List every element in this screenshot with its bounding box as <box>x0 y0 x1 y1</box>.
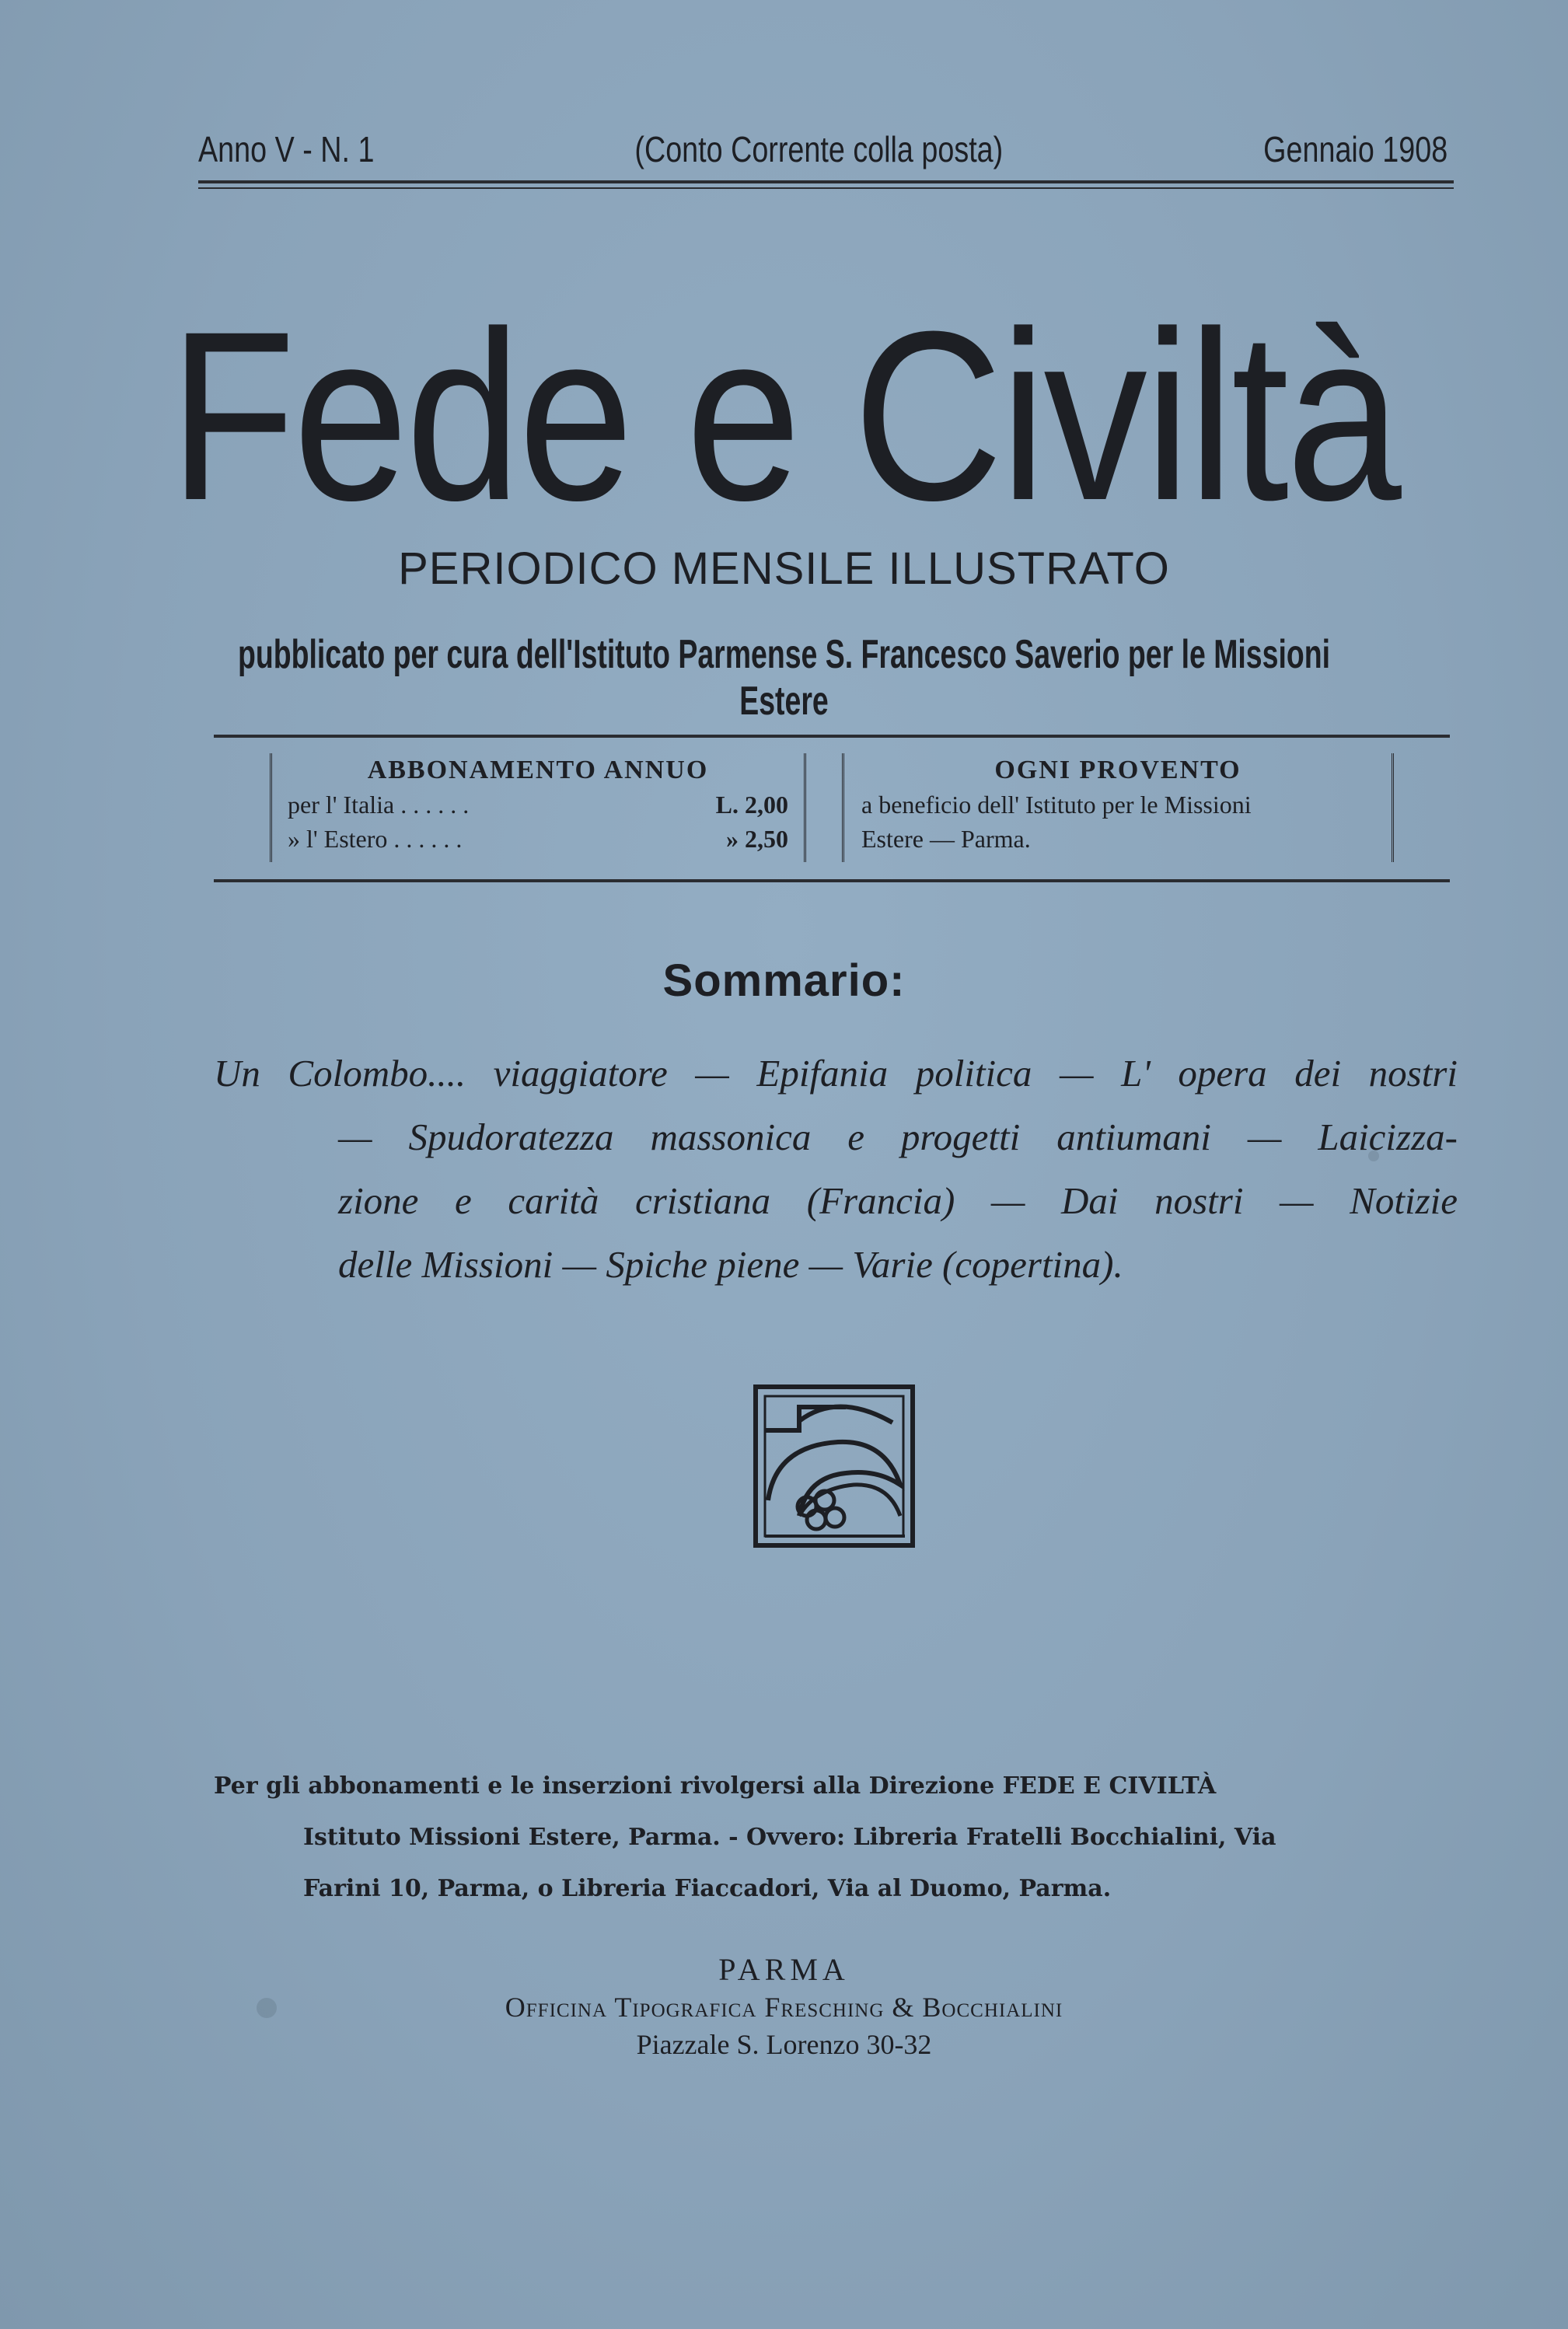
contact-line: Farini 10, Parma, o Libreria Fiaccadori, Via al Duomo, Parma. <box>303 1875 1112 1902</box>
price-value: » 2,50 <box>726 825 788 853</box>
price-row <box>288 787 788 822</box>
summary-line: Un Colombo.... viaggiatore — Epifania politica — L' opera dei nostri <box>214 1052 1458 1095</box>
header-rule <box>198 180 1454 183</box>
emblem-cornucopia-icon <box>753 1384 916 1549</box>
price-label: per l' Italia . . . . . . <box>288 791 470 819</box>
publisher-line: pubblicato per cura dell'Istituto Parmense S. Francesco Saverio per le Missioni Estere <box>237 632 1331 724</box>
summary-line: — Spudoratezza massonica e progetti antiumani — Laicizza- <box>338 1116 1458 1158</box>
imprint-city: PARMA <box>718 1952 850 1987</box>
summary-heading: Sommario: <box>662 955 906 1006</box>
summary-text <box>214 1042 1458 1297</box>
proceeds-heading: OGNI PROVENTO <box>994 756 1241 784</box>
price-label: » l' Estero . . . . . . <box>288 825 463 853</box>
subscription-panel <box>270 753 806 862</box>
contact-line: Per gli abbonamenti e le inserzioni rivolgersi alla Direzione FEDE E CIVILTÀ <box>214 1772 1217 1800</box>
summary-line: delle Missioni — Spiche piene — Varie (copertina). <box>338 1243 1123 1286</box>
price-row <box>288 822 788 856</box>
imprint <box>0 1951 1568 2063</box>
issue-header <box>198 128 1448 170</box>
subscription-heading: ABBONAMENTO ANNUO <box>367 756 709 784</box>
price-value: L. 2,00 <box>715 791 788 819</box>
contact-info <box>214 1761 1461 1915</box>
contact-line: Istituto Missioni Estere, Parma. - Ovvero: Libreria Fratelli Bocchialini, Via <box>303 1824 1276 1851</box>
issue-number: Anno V - N. 1 <box>198 129 375 169</box>
postal-note: (Conto Corrente colla posta) <box>634 129 1004 169</box>
header-rule-thin <box>198 187 1454 189</box>
journal-title: Fede e Civiltà <box>169 281 1399 550</box>
info-box <box>214 735 1450 882</box>
imprint-address: Piazzale S. Lorenzo 30-32 <box>636 2029 932 2060</box>
imprint-printer: Officina Tipografica Fresching & Bocchialini <box>505 1992 1063 2023</box>
proceeds-text: Estere — Parma. <box>861 825 1031 853</box>
proceeds-panel <box>842 753 1394 862</box>
proceeds-text: a beneficio dell' Istituto per le Missioni <box>861 791 1252 819</box>
issue-date: Gennaio 1908 <box>1263 129 1448 169</box>
journal-subtitle: PERIODICO MENSILE ILLUSTRATO <box>398 543 1170 594</box>
summary-line: zione e carità cristiana (Francia) — Dai nostri — Notizie <box>338 1179 1458 1222</box>
